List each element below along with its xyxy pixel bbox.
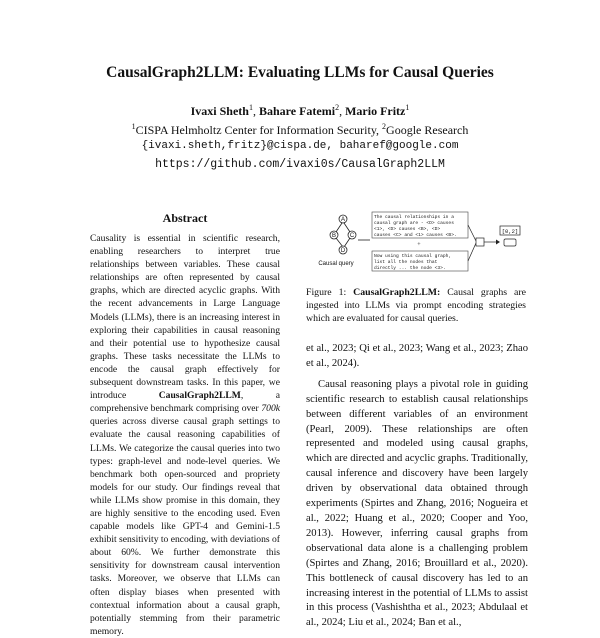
graph-node-label: B bbox=[331, 233, 337, 239]
intro-column bbox=[306, 342, 528, 631]
author-block bbox=[0, 100, 600, 154]
author-name: Mario Fritz bbox=[345, 104, 406, 118]
aff-text: CISPA Helmholtz Center for Information Security, bbox=[135, 123, 383, 137]
repo-link[interactable]: https://github.com/ivaxi0s/CausalGraph2LLM bbox=[155, 158, 445, 171]
graph-node-label: D bbox=[340, 248, 346, 254]
abstract-text: queries across diverse causal graph settings to evaluate the causal reasoning capabilities of LLMs. We categorize the causal queries into two types: graph-level and node-level queries. We benchmark both open-sourced and propriety models for our study. Our findings reveal that while LLMs show promise in this domain, they are highly sensitive to the encoding used. Even capable models like GPT-4 and Gemini-1.5 exhibit sensitivity to encoding, with deviations of about 60%. We further demonstrate this sensitivity for downstream causal intervention tasks. Moreover, we observe that LLMs can often display biases when presented with contextual information about a causal graph, potentially stemming from their parametric memory. bbox=[90, 416, 280, 637]
author-names: Ivaxi Sheth$^1$, Bahare Fatemi$^2$, Mario Fritz$^1$ bbox=[190, 103, 410, 118]
causal-query-label: Causal query bbox=[318, 261, 354, 267]
author-sup: 2 bbox=[335, 103, 340, 112]
affiliations bbox=[0, 119, 600, 138]
query-text: Now using this causal graph, list all the nodes that directly ... the node <3>. bbox=[374, 254, 452, 271]
answer-icon bbox=[504, 239, 516, 246]
prompt-arrow bbox=[468, 225, 476, 241]
graph-node-label: A bbox=[340, 217, 346, 223]
author-name: Ivaxi Sheth bbox=[190, 104, 249, 118]
caption-prefix: Figure 1: bbox=[306, 287, 354, 298]
llm-icon bbox=[476, 238, 484, 246]
encoding-text: The causal relationships in a causal graph are - <D> causes <1>, <D> causes <B>, <D> causes <C> and <1> causes <B>. bbox=[374, 215, 457, 238]
author-name: Bahare Fatemi bbox=[258, 104, 336, 118]
prompt-arrow bbox=[468, 243, 476, 261]
abstract-heading: Abstract bbox=[162, 211, 208, 225]
abstract-text: Causality is essential in scientific research, enabling researchers to interpret true relationships between variables. These causal relationships are often represented by causal graphs, which are directed acyclic graphs. With the recent advancements in Large Language Models (LLMs), there is an increasing interest in exploring their capabilities in causal reasoning and their potential use to hypothesize causal graphs. These tasks necessitate the LLMs to encode the causal graph effectively for subsequent downstream tasks. In this paper, we introduce bbox=[90, 233, 280, 402]
author-sup: 1 bbox=[248, 103, 253, 112]
intro-continuation: et al., 2023; Qi et al., 2023; Wang et al., 2023; Zhao et al., 2024). bbox=[306, 343, 528, 369]
intro-paragraph: Causal reasoning plays a pivotal role in guiding scientific research to establish causal relationships between different variables of an environment (Pearl, 2009). These relationships are often represented and modeled using causal graphs, which are directed and acyclic graphs. Traditionally, causal inference and discovery have been largely driven by observational data obtained through experiments (Spirtes and Zhang, 2016; Nogueira et al., 2022; Huang et al., 2020; Cooper and Yoo, 2013). However, inferring causal graphs from observational data alone is a challenging problem (Spirtes and Zhang, 2016; Brouillard et al., 2020). This bottleneck of causal discovery has led to an increasing interest in the potential of LLMs to assist in this process (Vashishtha et al., 2023; Abdulaal et al., 2024; Liu et al., 2024; Ban et al., bbox=[306, 378, 528, 629]
query-count: 700k bbox=[261, 403, 280, 415]
graph-node-label: C bbox=[349, 233, 355, 239]
abstract-body bbox=[90, 232, 280, 638]
caption-text: Causal graphs are ingested into LLMs via prompt encoding strategies which are evaluated for causal queries. bbox=[306, 287, 526, 324]
plus-icon: + bbox=[417, 242, 421, 248]
author-emails: {ivaxi.sheth,fritz}@cispa.de, baharef@google.com bbox=[141, 140, 459, 152]
aff-text: Google Research bbox=[386, 123, 469, 137]
output-label: [0,2] bbox=[501, 228, 519, 235]
aff-sup: 1 bbox=[131, 122, 136, 131]
arrowhead-icon bbox=[496, 240, 500, 245]
aff-sup: 2 bbox=[382, 122, 387, 131]
caption-bold: CausalGraph2LLM: bbox=[353, 287, 441, 298]
figure-caption bbox=[306, 286, 526, 325]
benchmark-name: CausalGraph2LLM bbox=[158, 390, 241, 402]
figure-1 bbox=[306, 208, 526, 276]
author-sup: 1 bbox=[405, 103, 410, 112]
paper-title: CausalGraph2LLM: Evaluating LLMs for Causal Queries bbox=[106, 64, 494, 81]
abstract-text: , a comprehensive benchmark comprising over bbox=[90, 390, 280, 415]
